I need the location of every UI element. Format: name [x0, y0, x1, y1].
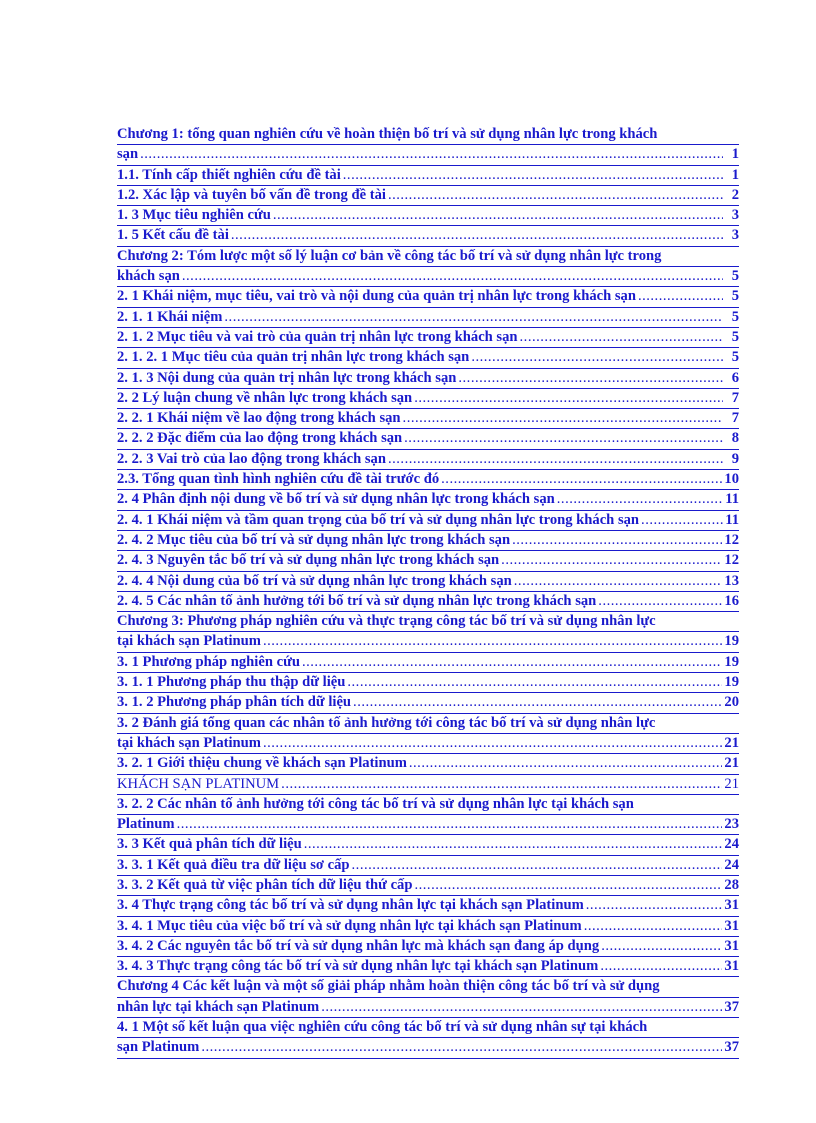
toc-leader-dots — [414, 876, 722, 895]
toc-entry-line — [117, 186, 739, 206]
toc-page-number: 9 — [731, 450, 739, 467]
toc-entry-title: sạn Platinum — [117, 1039, 200, 1056]
toc-page-number: 31 — [724, 917, 739, 934]
toc-entry[interactable] — [117, 328, 739, 348]
toc-page-number: 19 — [724, 674, 739, 691]
toc-page-number: 3 — [731, 207, 739, 224]
toc-entry[interactable] — [117, 1018, 739, 1059]
toc-entry[interactable] — [117, 490, 739, 510]
toc-leader-dots — [641, 511, 723, 530]
toc-entry[interactable] — [117, 125, 739, 166]
toc-entry[interactable] — [117, 186, 739, 206]
toc-entry-title: 3. 3 Kết quả phân tích dữ liệu — [117, 836, 302, 853]
toc-page-number: 19 — [724, 653, 739, 670]
toc-entry-title: 3. 2 Đánh giá tổng quan các nhân tố ảnh hưởng tới công tác bố trí và sử dụng nhân lực — [117, 714, 656, 731]
toc-entry-title: nhân lực tại khách sạn Platinum — [117, 998, 320, 1015]
toc-entry[interactable] — [117, 775, 739, 795]
toc-entry-title: 1. 3 Mục tiêu nghiên cứu — [117, 207, 271, 224]
toc-entry-line — [117, 937, 739, 957]
toc-entry[interactable] — [117, 917, 739, 937]
toc-entry-line — [117, 917, 739, 937]
toc-entry-title: 3. 4 Thực trạng công tác bố trí và sử dụng nhân lực tại khách sạn Platinum — [117, 897, 584, 914]
toc-entry-line — [117, 145, 739, 165]
toc-entry-line — [117, 1038, 739, 1058]
toc-entry[interactable] — [117, 957, 739, 977]
toc-leader-dots — [182, 267, 723, 286]
toc-page-number: 5 — [731, 268, 739, 285]
toc-entry[interactable] — [117, 308, 739, 328]
toc-entry-title: Chương 4 Các kết luận và một số giải pháp nhằm hoàn thiện công tác bố trí và sử dụng — [117, 978, 660, 995]
toc-entry-line — [117, 490, 739, 510]
toc-entry-title: Platinum — [117, 816, 175, 833]
toc-entry[interactable] — [117, 226, 739, 246]
toc-entry-line — [117, 166, 739, 186]
toc-entry-line — [117, 287, 739, 307]
toc-entry[interactable] — [117, 287, 739, 307]
toc-entry-line — [117, 998, 739, 1018]
toc-leader-dots — [388, 186, 723, 205]
toc-page-number: 11 — [725, 511, 739, 528]
toc-entry-title: 2. 1. 2 Mục tiêu và vai trò của quản trị nhân lực trong khách sạn — [117, 328, 518, 345]
toc-leader-dots — [263, 632, 722, 651]
toc-entry-line — [117, 957, 739, 977]
toc-page-number: 19 — [724, 633, 739, 650]
toc-leader-dots — [347, 673, 722, 692]
toc-entry-title: 2. 2 Lý luận chung về nhân lực trong khách sạn — [117, 389, 413, 406]
toc-leader-dots — [458, 369, 723, 388]
toc-entry-line — [117, 348, 739, 368]
toc-entry[interactable] — [117, 429, 739, 449]
toc-entry-title: 1. 5 Kết cấu đề tài — [117, 227, 229, 244]
toc-page-number: 21 — [724, 775, 739, 792]
toc-entry-line — [117, 632, 739, 652]
toc-entry-line — [117, 409, 739, 429]
toc-entry[interactable] — [117, 795, 739, 836]
toc-entry-title: 2. 2. 2 Đặc điểm của lao động trong khách sạn — [117, 430, 403, 447]
toc-entry-title: KHÁCH SẠN PLATINUM — [117, 775, 280, 792]
toc-entry[interactable] — [117, 450, 739, 470]
toc-page-number: 28 — [724, 876, 739, 893]
toc-leader-dots — [514, 572, 723, 591]
toc-entry[interactable] — [117, 206, 739, 226]
toc-page-number: 24 — [724, 856, 739, 873]
toc-entry-title: 3. 1. 1 Phương pháp thu thập dữ liệu — [117, 674, 346, 691]
toc-entry[interactable] — [117, 693, 739, 713]
toc-leader-dots — [441, 470, 722, 489]
toc-leader-dots — [600, 957, 722, 976]
toc-leader-dots — [586, 896, 723, 915]
toc-page-number: 24 — [724, 836, 739, 853]
toc-entry-title: 2.3. Tổng quan tình hình nghiên cứu đề tài trước đó — [117, 471, 440, 488]
toc-leader-dots — [343, 166, 723, 185]
toc-entry-line — [117, 673, 739, 693]
toc-entry[interactable] — [117, 166, 739, 186]
toc-entry[interactable] — [117, 531, 739, 551]
toc-entry-title: tại khách sạn Platinum — [117, 734, 261, 751]
toc-entry[interactable] — [117, 348, 739, 368]
toc-page-number: 12 — [724, 531, 739, 548]
toc-entry[interactable] — [117, 896, 739, 916]
toc-entry-title: 2. 4. 4 Nội dung của bố trí và sử dụng nhân lực trong khách sạn — [117, 572, 512, 589]
toc-entry[interactable] — [117, 754, 739, 774]
toc-page-number: 21 — [724, 755, 739, 772]
toc-entry-title: 2. 4 Phân định nội dung về bố trí và sử dụng nhân lực trong khách sạn — [117, 491, 555, 508]
toc-entry-title: 3. 1 Phương pháp nghiên cứu — [117, 653, 300, 670]
toc-entry-title: 2. 2. 1 Khái niệm về lao động trong khách sạn — [117, 410, 401, 427]
toc-page-number: 11 — [725, 491, 739, 508]
toc-leader-dots — [501, 551, 722, 570]
toc-entry-line — [117, 714, 739, 734]
toc-entry-line — [117, 429, 739, 449]
toc-entry-line — [117, 856, 739, 876]
toc-entry-line — [117, 369, 739, 389]
toc-leader-dots — [352, 856, 723, 875]
toc-entry-line — [117, 389, 739, 409]
toc-page-number: 16 — [724, 592, 739, 609]
toc-page-number: 2 — [731, 186, 739, 203]
toc-entry-title: 3. 3. 1 Kết quả điều tra dữ liệu sơ cấp — [117, 856, 350, 873]
toc-entry-title: 1.2. Xác lập và tuyên bố vấn đề trong đề tài — [117, 186, 386, 203]
toc-page-number: 5 — [731, 288, 739, 305]
toc-leader-dots — [584, 917, 723, 936]
toc-entry[interactable] — [117, 592, 739, 612]
toc-leader-dots — [520, 328, 723, 347]
toc-entry-title: 3. 1. 2 Phương pháp phân tích dữ liệu — [117, 694, 352, 711]
toc-entry[interactable] — [117, 612, 739, 653]
toc-page-number: 1 — [731, 146, 739, 163]
toc-entry[interactable] — [117, 835, 739, 855]
toc-entry[interactable] — [117, 856, 739, 876]
toc-entry-line — [117, 308, 739, 328]
toc-leader-dots — [512, 531, 722, 550]
toc-entry[interactable] — [117, 714, 739, 755]
toc-page-number: 31 — [724, 958, 739, 975]
toc-page-number: 12 — [724, 552, 739, 569]
toc-entry-line — [117, 876, 739, 896]
toc-entry-title: 2. 2. 3 Vai trò của lao động trong khách sạn — [117, 450, 386, 467]
toc-entry-title: 3. 2. 1 Giới thiệu chung về khách sạn Platinum — [117, 755, 407, 772]
toc-entry[interactable] — [117, 673, 739, 693]
toc-page-number: 5 — [731, 308, 739, 325]
toc-entry-title: 3. 4. 3 Thực trạng công tác bố trí và sử dụng nhân lực tại khách sạn Platinum — [117, 958, 599, 975]
toc-page-number: 13 — [724, 572, 739, 589]
toc-entry-title: Chương 1: tổng quan nghiên cứu về hoàn thiện bố trí và sử dụng nhân lực trong khách — [117, 126, 658, 142]
toc-entry-title: Chương 3: Phương pháp nghiên cứu và thực trạng công tác bố trí và sử dụng nhân lực — [117, 613, 656, 630]
toc-entry-line — [117, 572, 739, 592]
toc-page-number: 31 — [724, 897, 739, 914]
toc-page-number: 5 — [731, 328, 739, 345]
toc-entry-title: 2. 4. 5 Các nhân tố ảnh hưởng tới bố trí và sử dụng nhân lực trong khách sạn — [117, 592, 597, 609]
toc-entry[interactable] — [117, 369, 739, 389]
toc-entry[interactable] — [117, 511, 739, 531]
toc-leader-dots — [281, 775, 722, 794]
toc-leader-dots — [409, 754, 723, 773]
toc-leader-dots — [304, 835, 723, 854]
toc-entry-line — [117, 450, 739, 470]
toc-entry-title: 3. 4. 2 Các nguyên tắc bố trí và sử dụng nhân lực mà khách sạn đang áp dụng — [117, 937, 600, 954]
toc-page-number: 37 — [724, 998, 739, 1015]
toc-entry-line — [117, 795, 739, 815]
toc-entry-line — [117, 125, 739, 145]
toc-leader-dots — [263, 734, 722, 753]
toc-entry[interactable] — [117, 937, 739, 957]
toc-page-number: 37 — [724, 1039, 739, 1056]
toc-entry-line — [117, 592, 739, 612]
toc-entry-line — [117, 206, 739, 226]
toc-leader-dots — [302, 653, 722, 672]
toc-entry[interactable] — [117, 470, 739, 490]
toc-leader-dots — [224, 308, 723, 327]
toc-entry-title: 3. 4. 1 Mục tiêu của việc bố trí và sử dụng nhân lực tại khách sạn Platinum — [117, 917, 582, 934]
toc-page-number: 31 — [724, 937, 739, 954]
toc-entry-line — [117, 653, 739, 673]
toc-leader-dots — [201, 1038, 722, 1057]
toc-entry-title: 2. 1. 2. 1 Mục tiêu của quản trị nhân lực trong khách sạn — [117, 349, 470, 366]
toc-page-number: 1 — [731, 166, 739, 183]
toc-entry-line — [117, 511, 739, 531]
toc-entry[interactable] — [117, 876, 739, 896]
toc-entry-line — [117, 977, 739, 997]
toc-entry-line — [117, 470, 739, 490]
table-of-contents — [117, 125, 739, 1059]
toc-entry-line — [117, 734, 739, 754]
toc-entry-line — [117, 896, 739, 916]
toc-page-number: 5 — [731, 349, 739, 366]
toc-entry[interactable] — [117, 247, 739, 288]
toc-leader-dots — [414, 389, 723, 408]
toc-page-number: 23 — [724, 816, 739, 833]
toc-entry[interactable] — [117, 409, 739, 429]
toc-entry-line — [117, 226, 739, 246]
toc-leader-dots — [557, 490, 723, 509]
toc-entry-title: 2. 4. 3 Nguyên tắc bố trí và sử dụng nhân lực trong khách sạn — [117, 552, 500, 569]
toc-entry[interactable] — [117, 977, 739, 1018]
toc-leader-dots — [353, 693, 722, 712]
toc-entry-line — [117, 835, 739, 855]
toc-entry-title: Chương 2: Tóm lược một số lý luận cơ bản về công tác bố trí và sử dụng nhân lực trong — [117, 247, 662, 264]
toc-entry-line — [117, 815, 739, 835]
toc-entry-title: khách sạn — [117, 268, 180, 285]
toc-entry-line — [117, 775, 739, 795]
toc-entry-line — [117, 551, 739, 571]
toc-page-number: 7 — [731, 410, 739, 427]
toc-leader-dots — [598, 592, 722, 611]
toc-entry-title: 3. 2. 2 Các nhân tố ảnh hưởng tới công tác bố trí và sử dụng nhân lực tại khách sạn — [117, 795, 634, 812]
toc-entry-title: sạn — [117, 146, 139, 163]
toc-entry-title: tại khách sạn Platinum — [117, 633, 261, 650]
toc-entry-title: 2. 4. 2 Mục tiêu của bố trí và sử dụng nhân lực trong khách sạn — [117, 531, 511, 548]
toc-leader-dots — [638, 287, 723, 306]
toc-entry[interactable] — [117, 551, 739, 571]
toc-page-number: 21 — [724, 734, 739, 751]
toc-page-number: 20 — [724, 694, 739, 711]
toc-entry-line — [117, 267, 739, 287]
toc-entry-line — [117, 531, 739, 551]
toc-entry-line — [117, 247, 739, 267]
toc-entry-title: 2. 4. 1 Khái niệm và tầm quan trọng của bố trí và sử dụng nhân lực trong khách sạn — [117, 511, 640, 528]
toc-leader-dots — [388, 450, 723, 469]
toc-entry-title: 2. 1. 3 Nội dung của quản trị nhân lực trong khách sạn — [117, 369, 457, 386]
toc-entry[interactable] — [117, 572, 739, 592]
toc-entry-line — [117, 328, 739, 348]
toc-entry-title: 3. 3. 2 Kết quả từ việc phân tích dữ liệu thứ cấp — [117, 876, 413, 893]
toc-leader-dots — [601, 937, 722, 956]
toc-leader-dots — [403, 409, 723, 428]
toc-leader-dots — [177, 815, 723, 834]
toc-leader-dots — [471, 348, 723, 367]
toc-page-number: 8 — [731, 430, 739, 447]
toc-entry-title: 4. 1 Một số kết luận qua việc nghiên cứu công tác bố trí và sử dụng nhân sự tại khách — [117, 1019, 648, 1036]
toc-entry-title: 2. 1. 1 Khái niệm — [117, 308, 223, 325]
toc-leader-dots — [404, 429, 723, 448]
toc-leader-dots — [321, 998, 722, 1017]
toc-entry-line — [117, 1018, 739, 1038]
toc-entry-line — [117, 693, 739, 713]
toc-page-number: 6 — [731, 369, 739, 386]
toc-entry-line — [117, 612, 739, 632]
toc-page-number: 7 — [731, 389, 739, 406]
toc-leader-dots — [231, 226, 723, 245]
toc-entry-title: 1.1. Tính cấp thiết nghiên cứu đề tài — [117, 166, 341, 183]
toc-leader-dots — [140, 145, 723, 164]
toc-page-number: 3 — [731, 227, 739, 244]
toc-entry-title: 2. 1 Khái niệm, mục tiêu, vai trò và nội dung của quản trị nhân lực trong khách sạn — [117, 288, 636, 305]
toc-leader-dots — [273, 206, 723, 225]
toc-entry[interactable] — [117, 389, 739, 409]
toc-entry[interactable] — [117, 653, 739, 673]
toc-entry-line — [117, 754, 739, 774]
toc-page-number: 10 — [724, 471, 739, 488]
